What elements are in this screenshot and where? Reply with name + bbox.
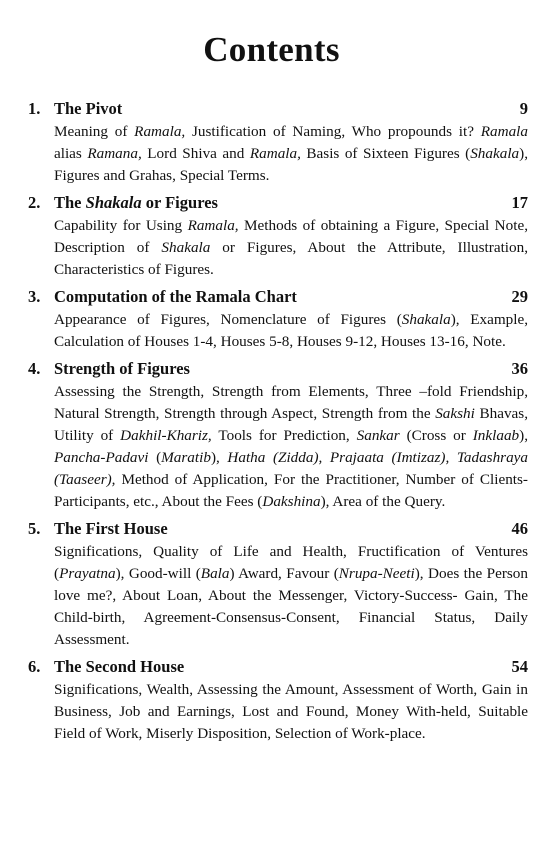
- italic-term: Ramala,: [187, 217, 239, 234]
- table-of-contents: [28, 97, 528, 749]
- entry-title: The Pivot: [54, 99, 123, 118]
- text-run: ), Good-will (: [115, 565, 201, 582]
- text-run: Lord Shiva and: [141, 145, 250, 162]
- entry-page-number: 36: [511, 359, 528, 378]
- text-run: ),: [519, 427, 529, 444]
- entry-number: 5.: [28, 519, 41, 538]
- entry-number: 3.: [28, 287, 41, 306]
- entry-heading: [28, 655, 528, 679]
- text-run: Bhavas, Utility of: [54, 405, 528, 444]
- italic-term: Sakshi: [435, 405, 475, 422]
- entry-title-line: [28, 191, 218, 215]
- entry-page-number: 46: [511, 519, 528, 538]
- italic-term: Ramala,: [249, 145, 301, 162]
- entry-title-line: [28, 357, 190, 381]
- entry-title: Computation of the Ramala Chart: [54, 287, 297, 306]
- text-run: Basis of Sixteen Figures (: [300, 145, 471, 162]
- entry-number: 4.: [28, 359, 41, 378]
- text-run: (: [148, 449, 162, 466]
- italic-term: Nrupa-Neeti: [338, 565, 415, 582]
- text-run: (Cross or: [399, 427, 473, 444]
- text-run: Justification of Naming, Who propounds it?: [185, 123, 481, 140]
- page-title: Contents: [203, 30, 340, 69]
- text-run: Significations, Wealth, Assessing the Amount, Assessment of Worth, Gain in Business, Job and Earnings, Lost and Found, Money With-held, Suitable Field of Work, Miserly Disposition, Selection of Work-place.: [54, 681, 528, 742]
- italic-term: Maratib: [161, 449, 211, 466]
- text-run: or Figures: [141, 193, 218, 212]
- entry-number: 1.: [28, 99, 41, 118]
- italic-term: Dakhil-Khariz,: [120, 427, 212, 444]
- entry-title: [54, 193, 218, 212]
- entry-title-line: [28, 517, 168, 541]
- text-run: Meaning of: [54, 123, 135, 140]
- entry-heading: [28, 517, 528, 541]
- entry-title: The First House: [54, 519, 168, 538]
- entry-description: [54, 309, 528, 353]
- entry-description: [54, 679, 528, 745]
- entry-title-line: [28, 285, 297, 309]
- italic-term: Pancha-Padavi: [54, 449, 149, 466]
- toc-entry: [28, 357, 528, 513]
- text-run: Methods of obtaining a Figure, Special Note, Description of: [54, 217, 529, 256]
- entry-number: 2.: [28, 193, 41, 212]
- entry-page-number: 9: [519, 99, 528, 118]
- entry-page-number: 54: [511, 657, 528, 676]
- entry-heading: [28, 191, 528, 215]
- italic-term: Shakala: [161, 239, 211, 256]
- entry-description: [54, 121, 528, 187]
- text-run: The: [54, 193, 86, 212]
- entry-heading: [28, 97, 528, 121]
- entry-description: [54, 541, 528, 651]
- italic-term: Shakala: [401, 311, 451, 328]
- text-run: Capability for Using: [54, 217, 188, 234]
- italic-term: Bala: [200, 565, 230, 582]
- italic-term: Hatha (Zidda), Prajaata (Imtizaz), Tadashraya (Taaseer),: [54, 449, 529, 488]
- toc-entry: [28, 191, 528, 281]
- text-run: ), Area of the Query.: [320, 493, 446, 510]
- entry-title-line: [28, 655, 184, 679]
- text-run: Assessing the Strength, Strength from Elements, Three –fold Friendship, Natural Strength, Strength through Aspect, Strength from the: [54, 383, 528, 422]
- toc-entry: [28, 97, 528, 187]
- text-run: Appearance of Figures, Nomenclature of Figures (: [54, 311, 402, 328]
- entry-heading: [28, 357, 528, 381]
- entry-description: [54, 381, 528, 513]
- text-run: Method of Application, For the Practitioner, Number of Clients- Participants, etc., About the Fees (: [54, 471, 528, 510]
- text-run: Significations, Quality of Life and Health, Fructification of Ventures (: [54, 543, 528, 582]
- text-run: ) Award, Favour (: [229, 565, 339, 582]
- entry-number: 6.: [28, 657, 41, 676]
- text-run: ), Does the Person love me?, About Loan, About the Messenger, Victory-Success- Gain, The Child-birth, Agreement-Consensus-Consent, Financial Status, Daily Assessment.: [54, 565, 528, 648]
- entry-title-line: [28, 97, 122, 121]
- italic-term: Shakala: [85, 193, 142, 212]
- entry-description: [54, 215, 528, 281]
- text-run: ),: [210, 449, 228, 466]
- entry-page-number: 17: [511, 193, 528, 212]
- italic-term: Prayatna: [59, 565, 116, 582]
- italic-term: Shakala: [470, 145, 520, 162]
- toc-entry: [28, 655, 528, 745]
- text-run: alias: [54, 145, 88, 162]
- entry-title: Strength of Figures: [54, 359, 190, 378]
- text-run: or Figures, About the Attribute, Illustration, Characteristics of Figures.: [54, 239, 528, 278]
- toc-entry: [28, 285, 528, 353]
- text-run: ), Figures and Grahas, Special Terms.: [54, 145, 528, 184]
- italic-term: Sankar: [356, 427, 400, 444]
- italic-term: Ramala,: [134, 123, 186, 140]
- entry-heading: [28, 285, 528, 309]
- text-run: ), Example, Calculation of Houses 1-4, Houses 5-8, Houses 9-12, Houses 13-16, Note.: [54, 311, 528, 350]
- italic-term: Inklaab: [472, 427, 520, 444]
- italic-term: Ramana,: [87, 145, 142, 162]
- entry-title: The Second House: [54, 657, 185, 676]
- text-run: Tools for Prediction,: [211, 427, 357, 444]
- italic-term: Dakshina: [262, 493, 321, 510]
- toc-entry: [28, 517, 528, 651]
- italic-term: Ramala: [480, 123, 528, 140]
- entry-page-number: 29: [511, 287, 528, 306]
